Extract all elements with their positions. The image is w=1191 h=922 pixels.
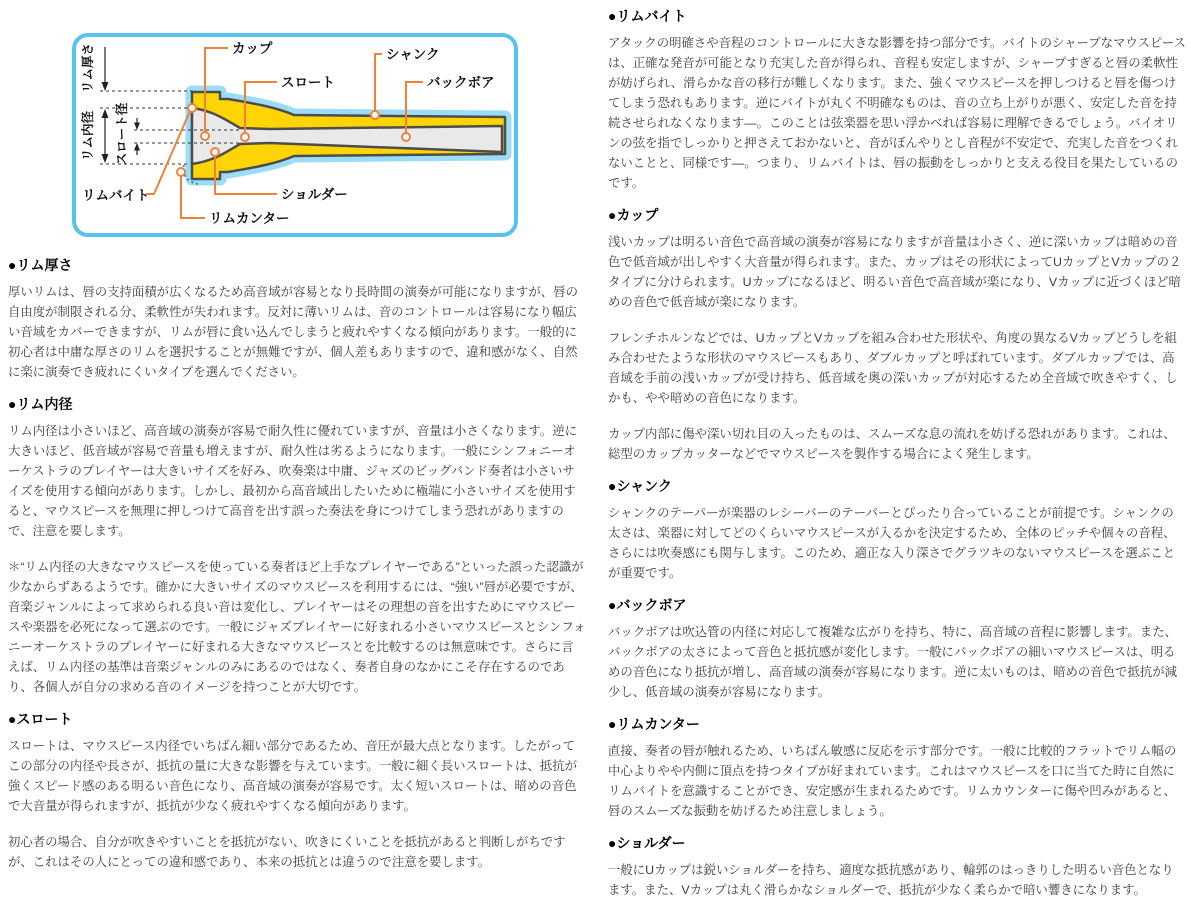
section-heading-backbore: ●バックボア bbox=[608, 597, 687, 613]
section-heading-rim-contour: ●リムカンター bbox=[608, 716, 700, 732]
section-paragraph: フレンチホルンなどでは、UカップとVカップを組み合わせた形状や、角度の異なるVカップどうしを組み合わせたような形状のマウスピースもあり、ダブルカップと呼ばれています。ダブルカップでは、高音域を手前の浅いカップが受け持ち、低音域を奥の深いカップが対応するため全音域で吹きやすく、しかも、やや暗めの音色になります。 bbox=[608, 331, 1178, 405]
section-paragraph: 直接、奏者の唇が触れるため、いちばん敏感に反応を示す部分です。一般に比較的フラットでリム幅の中心よりやや内側に頂点を持つタイプが好まれています。これはマウスピースを口に当てた時に自然にリムバイトを意識することができ、安定感が生まれるためです。リムカウンターに傷や凹みがあると、唇のスムーズな振動を妨げるため注意しましょう。 bbox=[608, 744, 1177, 818]
section-heading-shoulder: ●ショルダー bbox=[608, 835, 686, 851]
diagram-label-throat-diameter: スロート径 bbox=[115, 102, 129, 166]
diagram-label-rim-inner-diameter: リム内径 bbox=[81, 110, 95, 162]
section-rim-bite bbox=[608, 8, 1186, 193]
diagram-label-rim-bite: リムバイト bbox=[82, 188, 150, 203]
section-heading-rim-thickness: ●リム厚さ bbox=[8, 257, 73, 273]
section-paragraph: カップ内部に傷や深い切れ目の入ったものは、スムーズな息の流れを妨げる恐れがあります。これは、総型のカップカッターなどでマウスピースを製作する場合によく発生します。 bbox=[608, 427, 1176, 461]
section-rim-contour bbox=[608, 716, 1186, 821]
rim-contour-marker-dot bbox=[177, 168, 185, 176]
section-heading-cup: ●カップ bbox=[608, 207, 659, 223]
diagram-label-shank: シャンク bbox=[386, 47, 440, 62]
rim-bite-marker-dot bbox=[188, 104, 196, 112]
diagram-label-shoulder: ショルダー bbox=[281, 187, 348, 202]
section-paragraph: ＊“リム内径の大きなマウスピースを使っている奏者ほど上手なプレイヤーである”といった誤った認識が少なからずあるようです。確かに大きいサイズのマウスピースを利用するには、“強い”唇が必要ですが、音楽ジャンルによって求められる良い音は変化し、プレイヤーはその理想の音を出すためにマウスピースや楽器を必死になって選ぶのです。一般にジャズプレイヤーに好まれる小さいマウスピースとシンフォニーオーケストラのプレイヤーに好まれる大きなマウスピースとを比較するのは無意味です。さらに言えば、リム内径の基準は音楽ジャンルのみにあるのではなく、奏者自身のなかにこそ存在するのであり、各個人が自分の求める音のイメージを持つことが大切です。 bbox=[8, 560, 586, 694]
section-paragraph: 厚いリムは、唇の支持面積が広くなるため高音域が容易となり長時間の演奏が可能になりますが、唇の自由度が制限される分、柔軟性が失われます。反対に薄いリムは、音のコントロールは容易になり幅広い音域をカバーできますが、リムが唇に食い込んでしまうと疲れやすくなる傾向があります。一般的に初心者は中庸な厚さのリムを選択することが無難ですが、個人差もありますので、違和感がなく、自然に楽に演奏でき疲れにくいタイプを選んでください。 bbox=[8, 285, 578, 379]
section-rim-thickness bbox=[8, 257, 586, 382]
mouthpiece-diagram bbox=[72, 33, 518, 237]
section-heading-rim-bite: ●リムバイト bbox=[608, 8, 687, 24]
right-column bbox=[608, 8, 1186, 914]
throat-marker-dot bbox=[241, 133, 249, 141]
section-backbore bbox=[608, 597, 1186, 702]
section-paragraph: バックボアは吹込管の内径に対応して複雑な広がりを持ち、特に、高音域の音程に影響します。また、バックボアの太さによって音色と抵抗感が変化します。一般にバックボアの細いマウスピースは、明るめの音色になり抵抗が増し、高音域の演奏が容易になります。逆に太いものは、暗めの音色で抵抗が減少し、低音域の演奏が容易になります。 bbox=[608, 625, 1177, 699]
left-column bbox=[8, 8, 586, 914]
section-paragraph: リム内径は小さいほど、高音域の演奏が容易で耐久性に優れていますが、音量は小さくなります。逆に大きいほど、低音域が容易で音量も増えますが、耐久性は劣るようになります。一般にシンフォニーオーケストラのプレイヤーは大きいサイズを好み、吹奏楽は中庸、ジャズのビッグバンド奏者は小さいサイズを使用する傾向があります。しかし、最初から高音域出したいために極端に小さいサイズを使用すると、マウスピースを無理に押しつけて高音を出す誤った奏法を身につけてしまう恐れがありますので、注意を要します。 bbox=[8, 424, 577, 538]
diagram-label-rim-thickness: リム厚さ bbox=[81, 42, 95, 94]
diagram-label-rim-contour: リムカンター bbox=[209, 211, 290, 226]
cup-marker-dot bbox=[201, 132, 209, 140]
section-shoulder bbox=[608, 835, 1186, 900]
section-heading-rim-inner-diameter: ●リム内径 bbox=[8, 396, 73, 412]
mouthpiece-diagram-svg bbox=[72, 33, 518, 237]
section-shank bbox=[608, 478, 1186, 583]
shank-marker-dot bbox=[371, 111, 379, 119]
diagram-label-backbore: バックボア bbox=[427, 75, 495, 90]
section-paragraph: 浅いカップは明るい音色で高音域の演奏が容易になりますが音量は小さく、逆に深いカップは暗めの音色で低音域が出しやすく大音量が得られます。また、カップはその形状によってUカップとVカップの２タイプに分けられます。Uカップになるほど、明るい音色で高音域が楽になり、Vカップに近づくほど暗めの音色で低音域が楽になります。 bbox=[608, 235, 1182, 309]
backbore-marker-dot bbox=[402, 133, 410, 141]
section-cup bbox=[608, 207, 1186, 464]
section-heading-shank: ●シャンク bbox=[608, 478, 672, 494]
section-paragraph: 初心者の場合、自分が吹きやすいことを抵抗がない、吹きにくいことを抵抗があると判断しがちですが、これはその人にとっての違和感であり、本来の抵抗とは違うので注意を要します。 bbox=[8, 835, 566, 869]
section-paragraph: スロートは、マウスピース内径でいちばん細い部分であるため、音圧が最大点となります。したがってこの部分の内径や長さが、抵抗の量に大きな影響を与えています。一般に細く長いスロートは、抵抗が強くスピード感のある明るい音色になり、高音域の演奏が容易です。太く短いスロートは、暗めの音色で大音量が得られますが、抵抗が少なく疲れやすくなる傾向があります。 bbox=[8, 739, 577, 813]
section-heading-throat: ●スロート bbox=[8, 711, 73, 727]
section-paragraph: シャンクのテーパーが楽器のレシーバーのテーパーとぴったり合っていることが前提です。シャンクの太さは、楽器に対してどのくらいマウスピースが入るかを決定するため、全体のピッチや個々の音程、さらには吹奏感にも関与します。このため、適正な入り深さでグラツキのないマウスピースを選ぶことが重要です。 bbox=[608, 506, 1176, 580]
shoulder-marker-dot bbox=[211, 148, 219, 156]
diagram-label-cup: カップ bbox=[232, 41, 273, 56]
section-throat bbox=[8, 711, 586, 872]
diagram-label-throat: スロート bbox=[281, 75, 335, 90]
section-paragraph: 一般にUカップは鋭いショルダーを持ち、適度な抵抗感があり、輪郭のはっきりした明るい音色となります。また、Vカップは丸く滑らかなショルダーで、抵抗が少なく柔らかで暗い響きになります。 bbox=[608, 863, 1174, 897]
section-paragraph: アタックの明確さや音程のコントロールに大きな影響を持つ部分です。バイトのシャープなマウスピースは、正確な発音が可能となり充実した音が得られ、音程も安定しますが、シャープすぎると唇の柔軟性が妨げられ、滑らかな音の移行が難しくなります。また、強くマウスピースを押しつけると唇を傷つけてしまう恐れもあります。逆にバイトが丸く不明確なものは、音の立ち上がりが悪く、安定した音を持続させられなくなります―。このことは弦楽器を思い浮かべれば容易に理解できるでしょう。バイオリンの弦を指でしっかりと押さえておかないと、音がぼんやりとし音程が不安定で、充実した音をつくれないことと、同様です―。つまり、リムバイトは、唇の振動をしっかりと支える役目を果たしているのです。 bbox=[608, 36, 1186, 190]
section-rim-inner-diameter bbox=[8, 396, 586, 697]
